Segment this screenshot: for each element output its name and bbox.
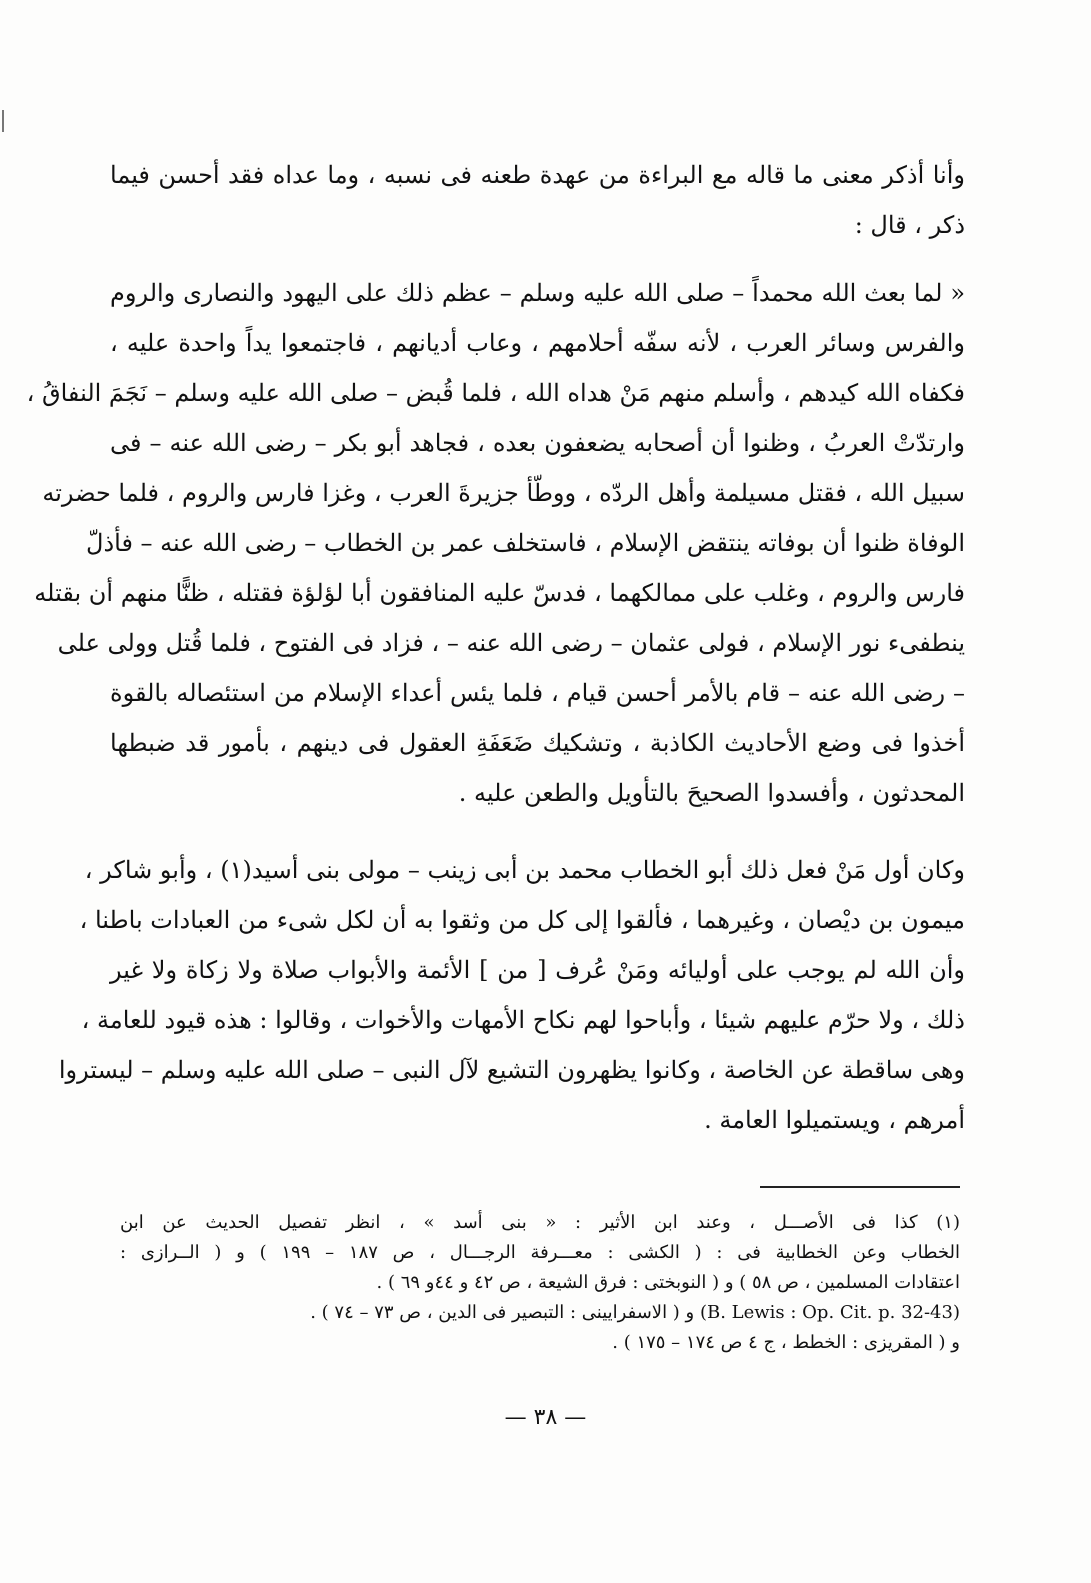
- footnote-line: (١) كذا فى الأصـــل ، وعند ابن الأثير : « بنى أسد » ، انظر تفصيل الحديث عن ابن: [120, 1212, 960, 1233]
- footnotes: [120, 1208, 960, 1358]
- text-line: « لما بعث الله محمداً – صلى الله عليه وسلم – عظم ذلك على اليهود والنصارى والروم: [110, 279, 965, 307]
- text-line: المحدثون ، وأفسدوا الصحيحَ بالتأويل والطعن عليه .: [458, 779, 965, 807]
- text-line: أمرهم ، ويستميلوا العامة .: [704, 1106, 965, 1134]
- text-line: وأنا أذكر معنى ما قاله مع البراءة من عهدة طعنه فى نسبه ، وما عداه فقد أحسن فيما: [110, 161, 965, 189]
- second-paragraph: [58, 845, 965, 1145]
- scan-margin-mark: [2, 110, 4, 132]
- footnote-line: الخطاب وعن الخطابية فى : ( الكشى : معـــرفة الرجـــال ، ص ١٨٧ – ١٩٩ ) و ( الــرازى :: [120, 1242, 961, 1263]
- text-line: الوفاة ظنوا أن بوفاته ينتقض الإسلام ، فاستخلف عمر بن الخطاب – رضى الله عنه – فأذلّ: [86, 529, 965, 557]
- text-line: – رضى الله عنه – قام بالأمر أحسن قيام ، فلما يئس أعداء الإسلام من استئصاله بالقوة: [110, 679, 965, 707]
- text-line: ذلك ، ولا حرّم عليهم شيئا ، وأباحوا لهم نكاح الأمهات والأخوات ، وقالوا : هذه قيود للعامة ،: [81, 1006, 965, 1034]
- text-line: وأن الله لم يوجب على أوليائه ومَنْ عُرف [ من ] الأئمة والأبواب صلاة ولا زكاة ولا غير: [110, 956, 965, 984]
- text-line: ينطفىء نور الإسلام ، فولى عثمان – رضى الله عنه – ، فزاد فى الفتوح ، فلما قُتل وولى على: [57, 629, 965, 657]
- text-line: وارتدّتْ العربُ ، وظنوا أن أصحابه يضعفون بعده ، فجاهد أبو بكر – رضى الله عنه – فى: [110, 429, 965, 457]
- text-line: ميمون بن ديْصان ، وغيرهما ، فألقوا إلى كل من وثقوا به أن لكل شىء من العبادات باطنا ،: [79, 906, 965, 934]
- text-line: ذكر ، قال :: [854, 211, 965, 239]
- text-line: وكان أول مَنْ فعل ذلك أبو الخطاب محمد بن أبى زينب – مولى بنى أسيد(١) ، وأبو شاكر ،: [84, 856, 965, 884]
- text-line: سبيل الله ، فقتل مسيلمة وأهل الردّه ، ووطّأ جزيرةَ العرب ، وغزا فارس والروم ، فلما حضرته: [42, 479, 965, 507]
- text-line: وهى ساقطة عن الخاصة ، وكانوا يظهرون التشيع لآل النبى – صلى الله عليه وسلم – ليستروا: [58, 1056, 965, 1084]
- footnote-divider: [760, 1186, 960, 1188]
- intro-paragraph: [110, 150, 965, 250]
- quoted-paragraph: [26, 268, 965, 818]
- footnote-line: اعتقادات المسلمين ، ص ٥٨ ) و ( النوبختى : فرق الشيعة ، ص ٤٢ و ٤٤و ٦٩ ) .: [376, 1272, 960, 1293]
- text-line: والفرس وسائر العرب ، لأنه سفّه أحلامهم ، وعاب أديانهم ، فاجتمعوا يداً واحدة عليه ،: [110, 329, 965, 357]
- text-line: فارس والروم ، وغلب على ممالكهما ، فدسّ عليه المنافقون أبا لؤلؤة فقتله ، ظنًّا منهم أن بقتله: [34, 579, 965, 607]
- footnote-line: (B. Lewis : Op. Cit. p. 32-43) و ( الاسفرايينى : التبصير فى الدين ، ص ٧٣ – ٧٤ ) .: [310, 1302, 960, 1323]
- page-number: — ٣٨ —: [504, 1405, 587, 1430]
- text-line: أخذوا فى وضع الأحاديث الكاذبة ، وتشكيك ضَعَفَةِ العقول فى دينهم ، بأمور قد ضبطها: [110, 729, 965, 757]
- text-line: فكفاه الله كيدهم ، وأسلم منهم مَنْ هداه الله ، فلما قُبض – صلى الله عليه وسلم – نَجَمَ النفاقُ ،: [26, 379, 965, 407]
- footnote-line: و ( المقريزى : الخطط ، ج ٤ ص ١٧٤ – ١٧٥ ) .: [612, 1332, 960, 1353]
